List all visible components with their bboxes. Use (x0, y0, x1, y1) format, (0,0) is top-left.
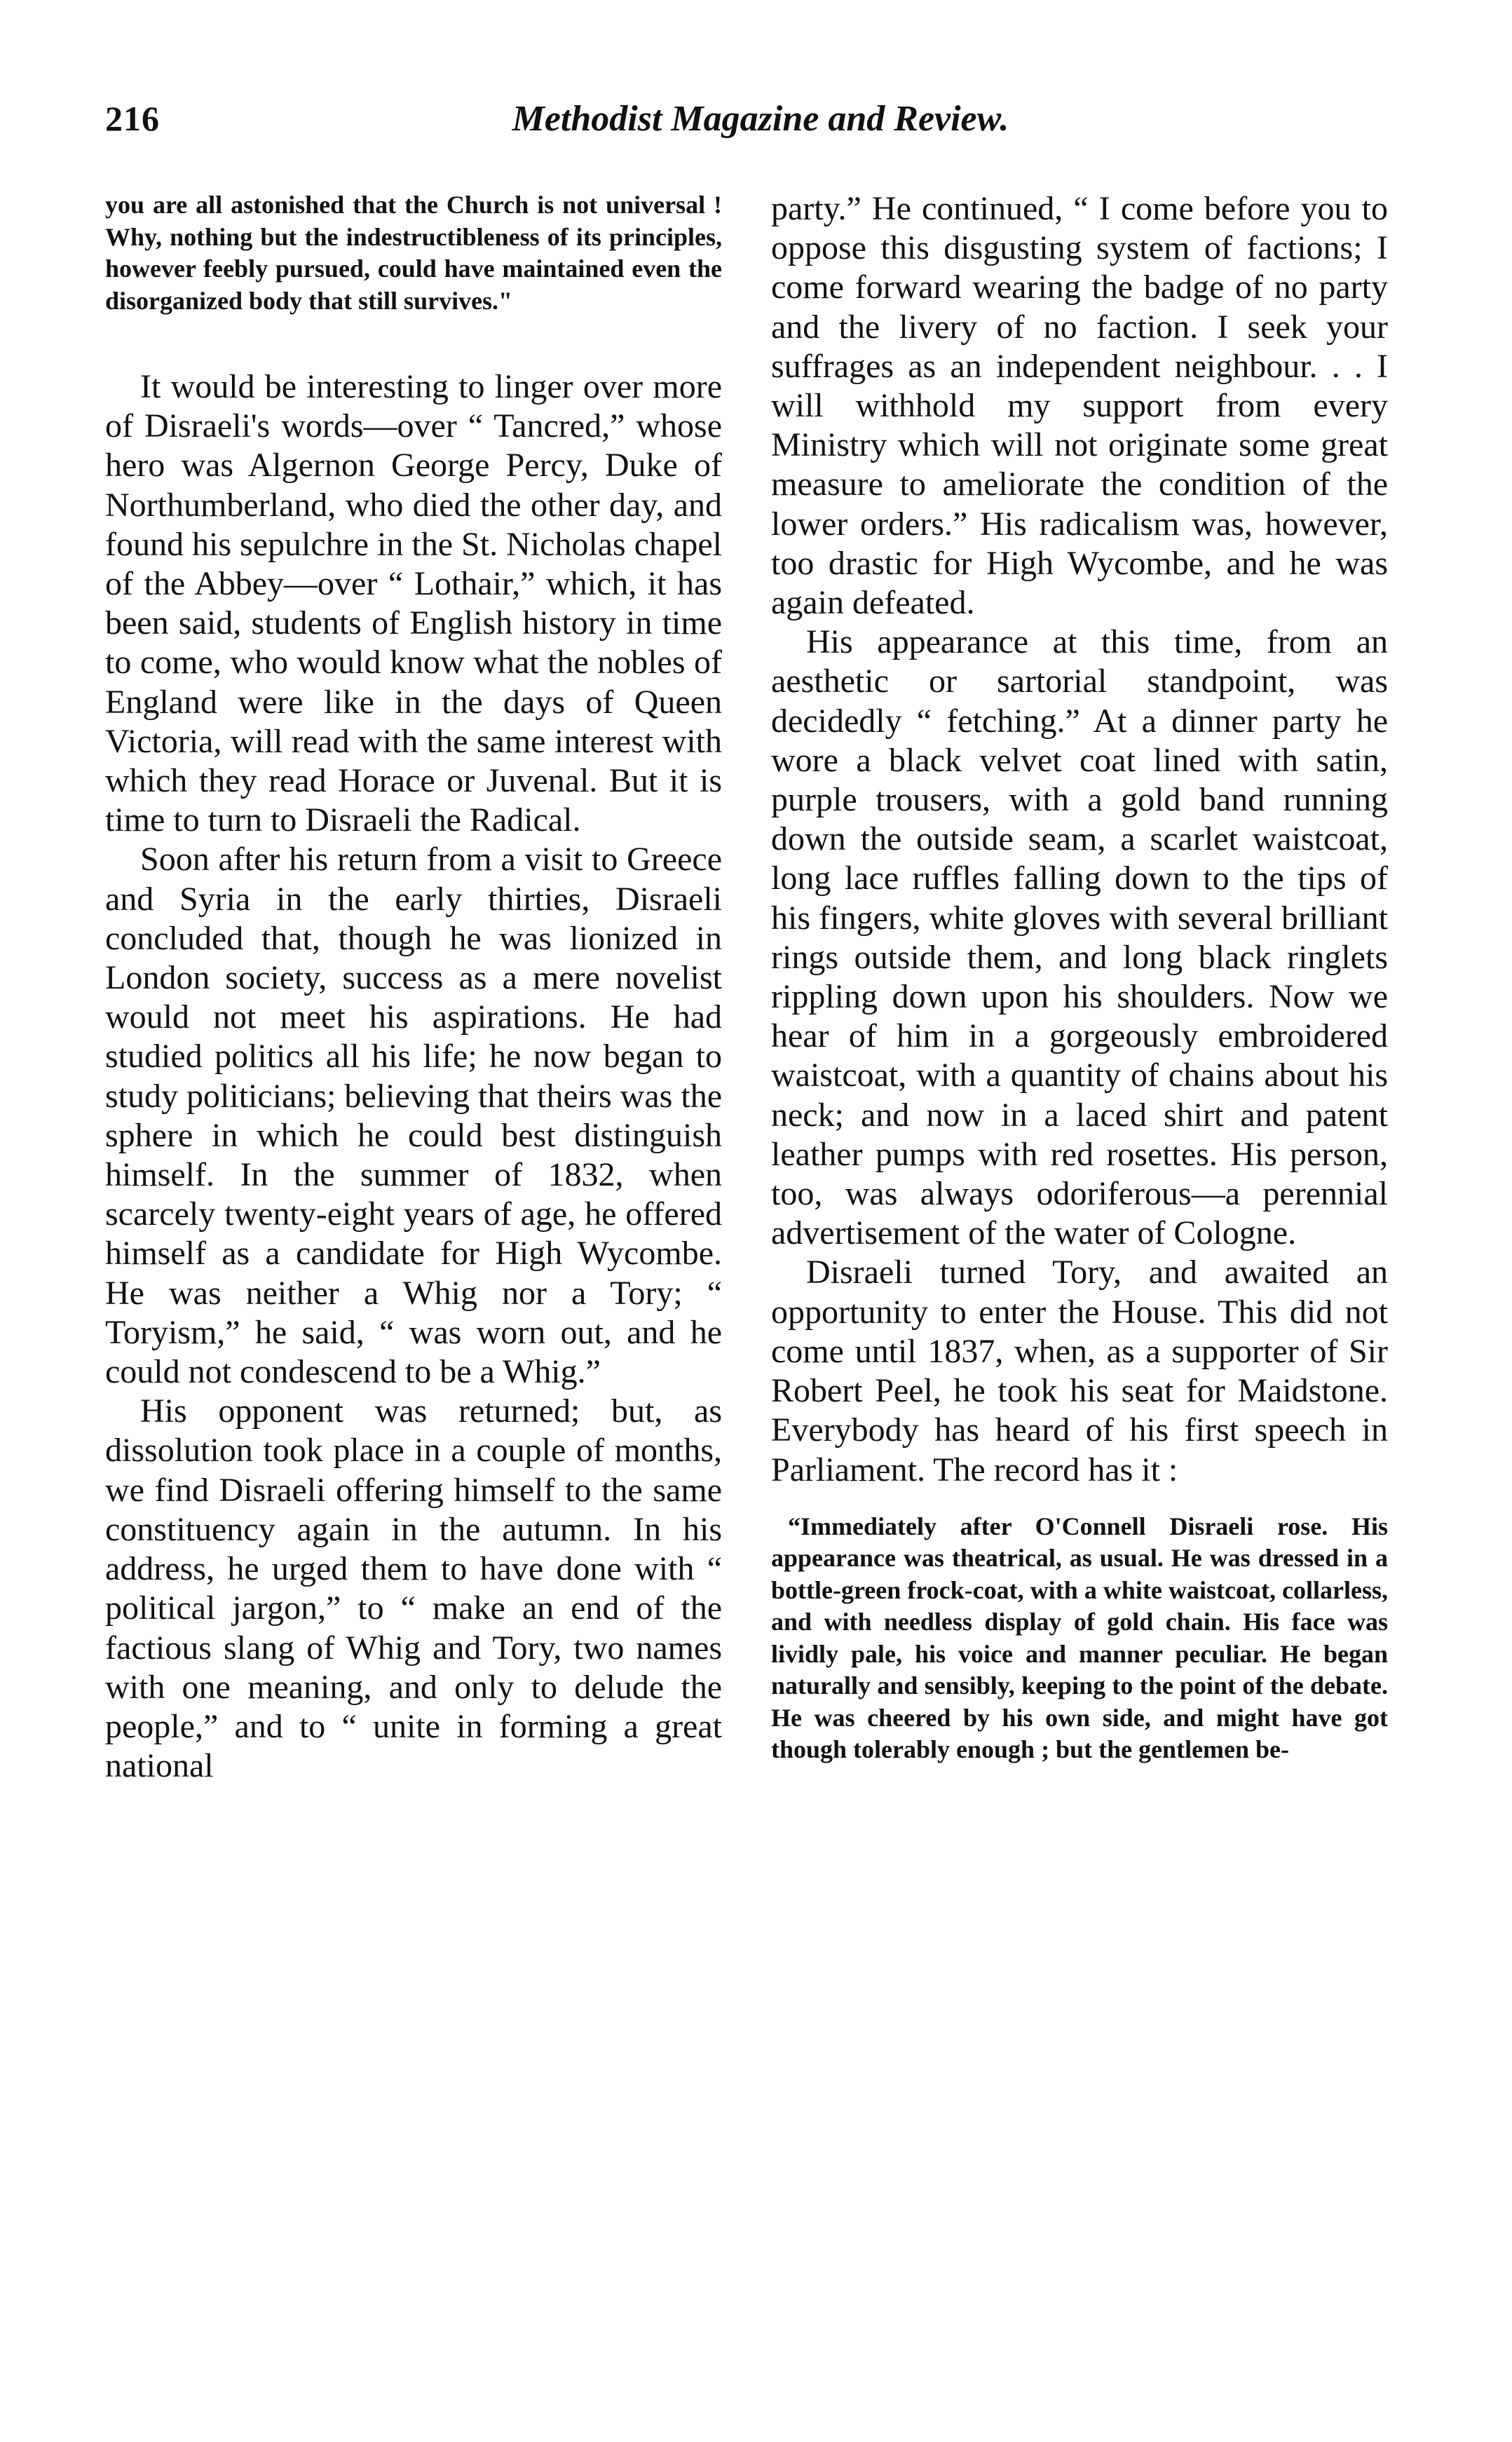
running-title: Methodist Magazine and Review. (512, 99, 1009, 139)
block-quote: “Immediately after O'Connell Disraeli rose. His appearance was theatrical, as usual. He was dressed in a bottle-green frock-coat, with a white waistcoat, collarless, and with needless display of gold chain. His face was lividly pale, his voice and manner peculiar. He began naturally and sensibly, keeping to the point of the debate. He was cheered by his own side, and might have got though tolerably enough ; but the gentlemen be- (771, 1512, 1388, 1764)
paragraph-radical: Soon after his return from a visit to Greece and Syria in the early thirties, Disraeli concluded that, though he was lionized in London society, success as a mere novelist would not meet his aspirations. He had studied politics all his life; he now began to study politicians; believing that theirs was the sphere in which he could best distinguish himself. In the summer of 1832, when scarcely twenty-eight years of age, he offered himself as a candidate for High Wycombe. He was neither a Whig nor a Tory; “ Toryism,” he said, “ was worn out, and he could not condescend to be a Whig.” (105, 841, 722, 1391)
paragraph-opponent: His opponent was returned; but, as dissolution took place in a couple of months, we find Disraeli offering himself to the same constituency again in the autumn. In his address, he urged them to have done with “ political jargon,” to “ make an end of the factious slang of Whig and Tory, two names with one meaning, and only to delude the people,” and to “ unite in forming a great national (105, 1392, 722, 1785)
paragraph-tancred: It would be interesting to linger over more of Disraeli's words—over “ Tancred,” whose hero was Algernon George Percy, Duke of Northumberland, who died the other day, and found his sepulchre in the St. Nicholas chapel of the Abbey—over “ Lothair,” which, it has been said, students of English history in time to come, who would know what the nobles of England were like in the days of Queen Victoria, will read with the same interest with which they read Horace or Juvenal. But it is time to turn to Disraeli the Radical. (105, 368, 722, 839)
left-column (105, 189, 722, 1786)
paragraph-tory: Disraeli turned Tory, and awaited an opportunity to enter the House. This did not come until 1837, when, as a supporter of Sir Robert Peel, he took his seat for Maidstone. Everybody has heard of his first speech in Parliament. The record has it : (771, 1254, 1388, 1488)
page-number: 216 (105, 99, 160, 138)
paragraph-appearance: His appearance at this time, from an aesthetic or sartorial standpoint, was decidedly “ fetching.” At a dinner party he wore a black velvet coat lined with satin, purple trousers, with a gold band running down the outside seam, a scarlet waistcoat, long lace ruffles falling down to the tips of his fingers, white gloves with several brilliant rings outside them, and long black ringlets rippling down upon his shoulders. Now we hear of him in a gorgeously embroidered waistcoat, with a quantity of chains about his neck; and now in a laced shirt and patent leather pumps with red rosettes. His person, too, was always odoriferous—a perennial advertisement of the water of Cologne. (771, 623, 1388, 1252)
paragraph-party: party.” He continued, “ I come before you to oppose this disgusting system of factions; I come forward wearing the badge of no party and the livery of no faction. I seek your suffrages as an independent neighbour. . . I will withhold my support from every Ministry which will not originate some great measure to ameliorate the condition of the lower orders.” His radicalism was, however, too drastic for High Wycombe, and he was again defeated. (771, 190, 1388, 622)
page-header (105, 98, 1388, 154)
quote-continuation: you are all astonished that the Church is not universal ! Why, nothing but the indestructibleness of its principles, however feebly pursued, could have maintained even the disorganized body that still survives." (105, 191, 722, 315)
right-column (771, 189, 1388, 1766)
